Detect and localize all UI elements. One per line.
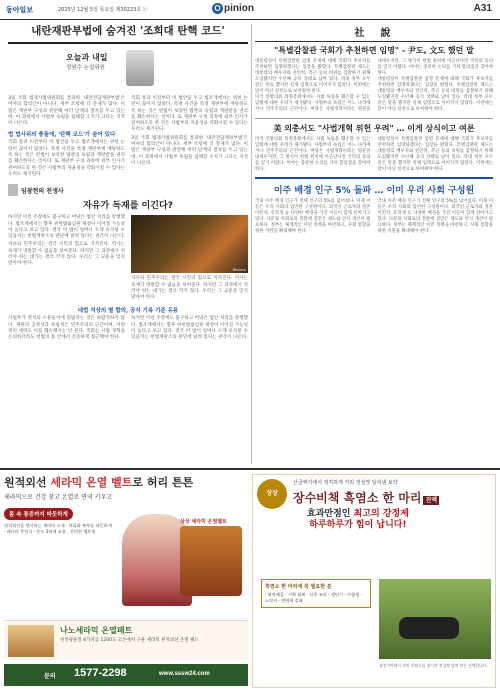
column-paragraph: 사법부가 정치의 소용돌이에 휘말리는 것은 바람직하지 않다. 재판의 공정성과 독립성은 민주주의의 근간이며, 어떤 정치 세력도 이를 훼손해서는 안 된다. 국회는 사법 개혁을 논의하더라도 헌법의 틀 안에서 신중하게 접근해야 한다. xyxy=(8,316,125,341)
ad-tag: 몸 속 통증까지 따듯하게 xyxy=(4,508,73,520)
pad-image xyxy=(8,625,54,657)
photo-caption: Reuters xyxy=(232,268,246,273)
editorial-paragraph: 국내 이주 배경 인구가 전체 인구의 5%를 넘어섰다. 이제 이들은 우리 사회의 엄연한 구성원이다. 외국인 근로자와 결혼이민자, 유학생 등 다양한 배경을 가진 이들이 함께 살아가고 있다. 다문화 사회로의 전환에 걸맞은 제도와 인식 개선이 필요하다. 정부는 체계적인 이민 정책을 마련하고, 사회 통합을 위한 지원을 확대해야 한다. xyxy=(377,199,493,234)
editorial-paragraph: 미국 연방의회 의원총회에서도 사법 독립을 훼손할 수 있는 입법에 대한 우려가 제기됐다. 사법부의 독립은 어느 나라에서나 민주주의의 근간이다. 여당은 사법개혁이라는 명분을 내세우지만, 그 방식이 헌법 원칙에 어긋난다면 국민의 동의를 얻기 어렵다. 여야는 충분한 논의를 거쳐 합의점을 찾아야 한다. xyxy=(255,59,493,112)
ad-subtitle: 세라믹으로 건강 찾고 온열로 면역 키우고 xyxy=(4,494,113,501)
product-label: 상상 세라믹 온열벨트 xyxy=(180,519,227,525)
feature-column xyxy=(8,24,248,344)
benefit-list-title: 흑염소 한 마리에 꼭 필요한 분 xyxy=(265,584,332,590)
column-paragraph: 자유와 민주주의는 결국 시민의 힘으로 지켜진다. 역사는 독재가 영원할 수 없음을 보여준다. 하지만 그 과정에서 치러야 하는 대가는 결코 작지 않다. 우리는 그 교훈을 잊지 말아야 한다. xyxy=(8,242,125,267)
feature-headline: 내란재판부법에 숨겨진 '조희대 탄핵 코드' xyxy=(8,24,248,44)
benefit-items: · 허약체질 · 기력 회복 · 산후 조리 · 갱년기 · 수험생 · 노약자 · 면역력 강화 xyxy=(265,592,362,603)
editorial-headline-2: 美 의총서도 "사법개혁 위헌 우려" … 이게 상식이고 여론 xyxy=(255,118,493,134)
column-paragraph: 자유와 민주주의는 결국 시민의 힘으로 지켜진다. 역사는 독재가 영원할 수 없음을 보여준다. 하지만 그 과정에서 치러야 하는 대가는 결코 작지 않다. 우리는 그 교훈을 잊지 말아야 한다. xyxy=(131,276,248,301)
editorial-headline-1: "특별감찰관 국회가 추천하면 임명" - 尹도, 文도 했던 말 xyxy=(274,46,474,55)
editorial-paragraph: 대통령실이 특별감찰관 임명 문제에 대해 국회가 후보자를 추천하면 임명하겠다는 입장을 밝혔다. 특별감찰관 제도는 대통령의 배우자와 친인척, 측근 등의 비위를 감찰하기 위해 도입됐지만 수년째 공석 상태로 남아 있다. 역대 정부 모두 같은 말을 했지만 실제 임명으로 이어지지 않았다. 이번에는 말이 아닌 실천으로 보여줘야 한다. xyxy=(377,77,493,112)
fine-print: 청정지역에서 자란 흑염소를 장시간 정성껏 달여 만든 진액입니다. xyxy=(379,663,488,668)
news-photo xyxy=(131,215,248,273)
product-name: 장수비책 흑염소 한 마리 진액 xyxy=(293,491,438,505)
phone-number[interactable]: 1577-2298 xyxy=(74,667,127,679)
editorial-label: 社 說 xyxy=(255,24,493,42)
editorial-paragraph: 미국 연방의회 의원총회에서도 사법 독립을 훼손할 수 있는 입법에 대한 우려가 제기됐다. 사법부의 독립은 어느 나라에서나 민주주의의 근간이다. 여당은 사법개혁이라는 명분을 내세우지만, 그 방식이 헌법 원칙에 어긋난다면 국민의 동의를 얻기 어렵다. 여야는 충분한 논의를 거쳐 합의점을 찾아야 한다. xyxy=(255,137,371,172)
column-divider xyxy=(251,24,252,464)
editorial-paragraph: 국내 이주 배경 인구가 전체 인구의 5%를 넘어섰다. 이제 이들은 우리 사회의 엄연한 구성원이다. 외국인 근로자와 결혼이민자, 유학생 등 다양한 배경을 가진 이들이 함께 살아가고 있다. 다문화 사회로의 전환에 걸맞은 제도와 인식 개선이 필요하다. 정부는 체계적인 이민 정책을 마련하고, 사회 통합을 위한 지원을 확대해야 한다. xyxy=(255,199,371,234)
page-number: A31 xyxy=(473,3,492,14)
section-name: pinion xyxy=(224,3,254,14)
editorial-paragraph: 대통령실이 특별감찰관 임명 문제에 대해 국회가 후보자를 추천하면 임명하겠다는 입장을 밝혔다. 특별감찰관 제도는 대통령의 배우자와 친인척, 측근 등의 비위를 감찰하기 위해 도입됐지만 수년째 공석 상태로 남아 있다. 역대 정부 모두 같은 말을 했지만 실제 임명으로 이어지지 않았다. 이번에는 말이 아닌 실천으로 보여줘야 한다. xyxy=(255,59,371,94)
second-column-byline xyxy=(8,184,248,196)
column-author: 정원수 논설위원 xyxy=(66,65,105,71)
column-paragraph: 하지만 이런 주장에도 불구하고 여당은 법안 처리를 강행했다. 법조계에서는 향후 위헌법률심판 제청이 이어질 가능성이 높다고 보고 있다. 결국 이 법이 얼마나 오래 유지될 수 있을지는 헌법재판소의 판단에 달려 있다는 관측이 나온다. xyxy=(8,215,125,240)
second-subhead: 대법 석상의 별 합의, 공식 기록 기준 유용 xyxy=(77,308,179,315)
section-badge: O xyxy=(212,3,223,14)
ad-title: 원적외선 세라믹 온열 벨트로 허리 튼튼 xyxy=(4,476,194,489)
editorial-body-1 xyxy=(255,59,493,113)
editorial-body-2 xyxy=(255,137,493,173)
belt-product-image xyxy=(180,526,242,596)
feature-subhead: 법 법사위의 충돌에, '탄핵 코드'가 숨어 있다 xyxy=(8,132,116,139)
third-body xyxy=(8,316,248,343)
ad-slogan: 산골짜기에서 정직하게 키워 정성껏 달여낸 보약 xyxy=(293,480,398,486)
advertisement-section xyxy=(0,468,500,691)
editorial-headline-3: 이주 배경 인구 5% 돌파 … 이미 우리 사회 구성원 xyxy=(255,177,493,196)
ad-feature-list: 원적외선을 방사하는 세라믹 소재 · 허리와 복부를 따뜻하게 · 배터리 충전식 · 온도 3단계 조절 · 간편한 벨트형 xyxy=(4,523,112,534)
avatar xyxy=(8,184,18,196)
ad-headline: 효과만점인 최고의 강정제 하루하루가 힘이 납니다! xyxy=(307,509,409,530)
benefit-list xyxy=(261,579,371,608)
editorial-body-3 xyxy=(255,199,493,235)
feature-paragraph: 국회 통과 이전부터 이 법안을 두고 법조계에서는 위헌 논란이 끊이지 않았다. 특정 사건을 특정 재판부에 배당하도록 하는 것은 헌법이 보장한 법관의 독립과 재판받을 권리를 훼손한다는 것이다. 또 재판부 구성 과정에 외부 인사가 관여하도록 한 것은 사법부의 자율성을 약화시킬 수 있다는 우려도 제기된다. xyxy=(8,140,125,177)
nano-pad-promo xyxy=(4,620,248,660)
editorial-column xyxy=(255,24,493,235)
second-column-body xyxy=(8,215,248,303)
editorial-paragraph: 대통령실이 특별감찰관 임명 문제에 대해 국회가 후보자를 추천하면 임명하겠다는 입장을 밝혔다. 특별감찰관 제도는 대통령의 배우자와 친인척, 측근 등의 비위를 감찰하기 위해 도입됐지만 수년째 공석 상태로 남아 있다. 역대 정부 모두 같은 말을 했지만 실제 임명으로 이어지지 않았다. 이번에는 말이 아닌 실천으로 보여줘야 한다. xyxy=(377,137,493,172)
order-bar xyxy=(4,664,248,686)
column-title: 오늘과 내일 xyxy=(66,53,108,62)
second-column-title: 자유가 독재를 이긴다? xyxy=(83,201,173,212)
feature-lead: 3일 국회 법제사법위원회를 통과한 '내란전담재판부법'은 여야의 합의안이 아니다. 세부 조항에 더 문제가 많다. 이 법은 재판부 구성과 관련해 여러 단계의 절차를 두고 있는데, 이 과정에서 사법부 독립을 침해할 소지가 크다는 지적이 나온다. xyxy=(8,96,125,127)
feature-paragraph: 3일 국회 법제사법위원회를 통과한 '내란전담재판부법'은 여야의 합의안이 아니다. 세부 조항에 더 문제가 많다. 이 법은 재판부 구성과 관련해 여러 단계의 절차를 두고 있는데, 이 과정에서 사법부 독립을 침해할 소지가 크다는 지적이 나온다. xyxy=(131,135,248,166)
order-label: 문의 xyxy=(44,673,56,680)
feature-body xyxy=(8,96,248,180)
website-link[interactable]: www.sssw24.com xyxy=(159,671,210,677)
issue-date: 2025년 12월 5일 목요일 제30223호 ⓒ xyxy=(58,7,148,13)
second-author: 임광현의 천생사 xyxy=(21,187,64,195)
nano-description: 천연광물질 8가지를 1200도 고온에서 구운 세라믹 원적외선 온열 패드 xyxy=(60,638,199,643)
goat-farm-image xyxy=(379,579,491,659)
column-byline xyxy=(8,50,248,96)
section-title xyxy=(212,3,254,14)
page-header xyxy=(0,0,500,20)
belt-advertisement[interactable] xyxy=(4,474,248,688)
nano-title: 나노세라믹 온열패트 xyxy=(60,626,133,635)
column-paragraph: 하지만 이런 주장에도 불구하고 여당은 법안 처리를 강행했다. 법조계에서는 향후 위헌법률심판 제청이 이어질 가능성이 높다고 보고 있다. 결국 이 법이 얼마나 오래 유지될 수 있을지는 헌법재판소의 판단에 달려 있다는 관측이 나온다. xyxy=(131,316,248,341)
brand-badge: 상상 xyxy=(257,479,287,509)
newspaper-logo: 동아일보 xyxy=(6,6,34,14)
feature-paragraph: 국회 통과 이전부터 이 법안을 두고 법조계에서는 위헌 논란이 끊이지 않았다. 특정 사건을 특정 재판부에 배당하도록 하는 것은 헌법이 보장한 법관의 독립과 재판받을 권리를 훼손한다는 것이다. 또 재판부 구성 과정에 외부 인사가 관여하도록 한 것은 사법부의 자율성을 약화시킬 수 있다는 우려도 제기된다. xyxy=(131,96,248,133)
goat-extract-advertisement[interactable] xyxy=(252,474,496,688)
author-portrait xyxy=(126,50,154,86)
